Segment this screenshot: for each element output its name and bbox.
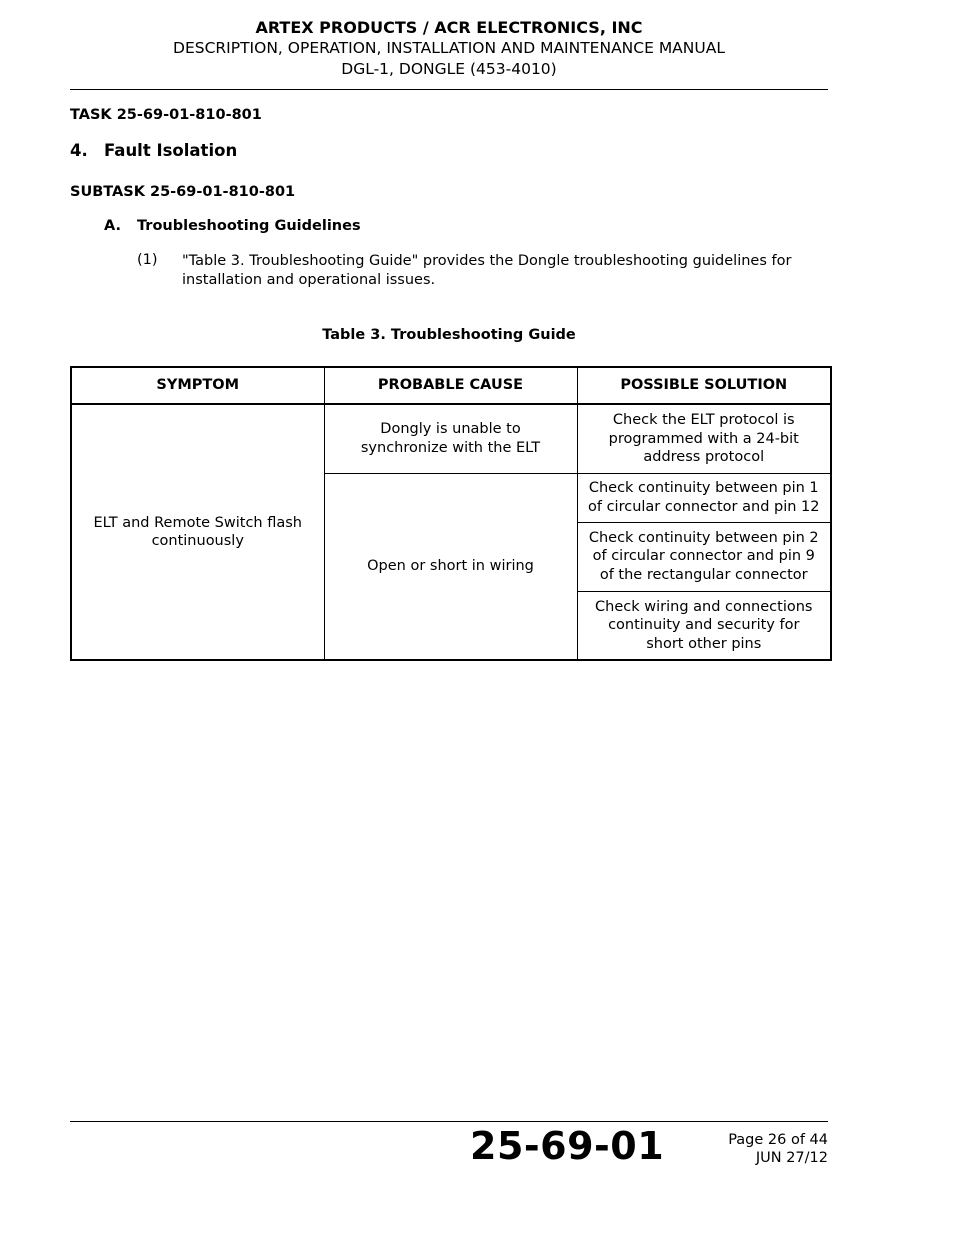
page-number: Page 26 of 44 — [728, 1132, 828, 1148]
header-probable-cause: PROBABLE CAUSE — [324, 367, 577, 404]
header-possible-solution: POSSIBLE SOLUTION — [577, 367, 831, 404]
table-header-row — [71, 367, 831, 404]
symptom-cell: ELT and Remote Switch flash continuously — [71, 404, 324, 660]
manual-title: DESCRIPTION, OPERATION, INSTALLATION AND MAINTENANCE MANUAL — [173, 39, 725, 57]
paragraph-text — [182, 252, 791, 290]
cause-cell: Open or short in wiring — [324, 473, 577, 660]
solution-cell: Check continuity between pin 2 of circular connector and pin 9 of the rectangular connector — [577, 522, 831, 591]
section-title: Fault Isolation — [104, 141, 238, 160]
subtask-id: SUBTASK 25-69-01-810-801 — [70, 184, 296, 200]
subsection-title: Troubleshooting Guidelines — [137, 218, 361, 234]
paragraph-line-1: "Table 3. Troubleshooting Guide" provides the Dongle troubleshooting guidelines for — [182, 253, 792, 269]
revision-date: JUN 27/12 — [755, 1150, 828, 1166]
troubleshooting-table — [70, 366, 832, 661]
solution-cell: Check continuity between pin 1 of circular connector and pin 12 — [577, 473, 831, 522]
solution-cell: Check wiring and connections continuity and security for short other pins — [577, 591, 831, 660]
footer-rule — [70, 1121, 828, 1122]
table-row — [71, 404, 831, 473]
table-caption: Table 3. Troubleshooting Guide — [322, 327, 576, 343]
company-name: ARTEX PRODUCTS / ACR ELECTRONICS, INC — [255, 18, 643, 37]
section-number: 4. — [70, 141, 88, 160]
header-symptom: SYMPTOM — [71, 367, 324, 404]
header-rule — [70, 89, 828, 90]
cause-cell: Dongly is unable to synchronize with the ELT — [324, 404, 577, 473]
solution-cell: Check the ELT protocol is programmed with a 24-bit address protocol — [577, 404, 831, 473]
task-id: TASK 25-69-01-810-801 — [70, 107, 262, 123]
page-info — [728, 1131, 828, 1167]
page-header — [70, 18, 828, 80]
paragraph-number: (1) — [137, 252, 158, 268]
subsection-letter: A. — [104, 218, 121, 234]
paragraph-line-2: installation and operational issues. — [182, 272, 436, 288]
document-code: 25-69-01 — [470, 1124, 665, 1168]
product-name: DGL-1, DONGLE (453-4010) — [341, 60, 557, 78]
